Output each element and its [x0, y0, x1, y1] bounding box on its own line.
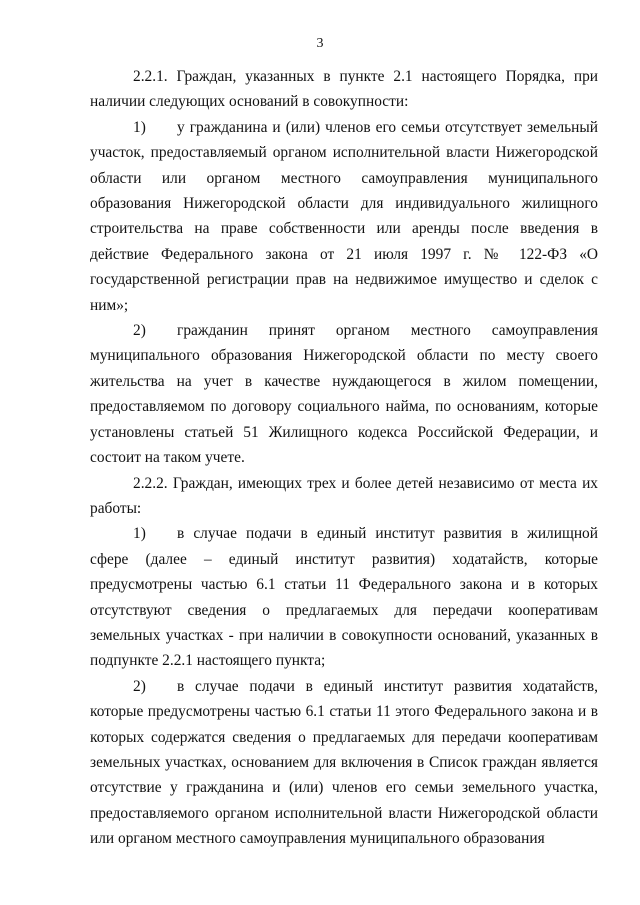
paragraph-2-2-2	[90, 471, 598, 522]
paragraph-text: 2.2.1. Граждан, указанных в пункте 2.1 настоящего Порядка, при наличии следующих оснований в совокупности:	[90, 68, 598, 111]
list-number: 1)	[133, 118, 146, 136]
paragraph-2-2-1-item-2	[90, 318, 598, 470]
list-number: 1)	[133, 525, 146, 543]
paragraph-text: 2.2.2. Граждан, имеющих трех и более детей независимо от места их работы:	[90, 474, 598, 517]
paragraph-text: в случае подачи в единый институт развития ходатайств, которые предусмотрены частью 6.1 статьи 11 этого Федерального закона и в которых содержатся сведения о предлагаемых для передачи кооперативам земельных участках, основанием для включения в Список граждан является отсутствие у гражданина и (или) членов его семьи земельного участка, предоставляемого органом исполнительной власти Нижегородской области или органом местного самоуправления муниципального образования	[90, 677, 598, 848]
paragraph-2-2-2-item-1	[90, 521, 598, 673]
paragraph-text: гражданин принят органом местного самоуправления муниципального образования Нижегородской области по месту своего жительства на учет в качестве нуждающегося в жилом помещении, предоставляемом по договору социального найма, по основаниям, которые установлены статьей 51 Жилищного кодекса Российской Федерации, и состоит на таком учете.	[90, 322, 598, 467]
list-number: 2)	[133, 677, 146, 695]
paragraph-2-2-2-item-2	[90, 674, 598, 852]
list-number: 2)	[133, 322, 146, 340]
paragraph-text: у гражданина и (или) членов его семьи отсутствует земельный участок, предоставляемый органом исполнительной власти Нижегородской области или органом местного самоуправления муниципального образования Нижегородской области для индивидуального жилищного строительства на праве собственности или аренды после введения в действие Федерального закона от 21 июля 1997 г. № 122-ФЗ «О государственной регистрации прав на недвижимое имущество и сделок с ним»;	[90, 118, 598, 314]
document-body	[90, 64, 598, 852]
paragraph-2-2-1	[90, 64, 598, 115]
paragraph-2-2-1-item-1	[90, 115, 598, 318]
page-number: 3	[316, 36, 324, 51]
paragraph-text: в случае подачи в единый институт развития в жилищной сфере (далее – единый институт развития) ходатайств, которые предусмотрены частью 6.1 статьи 11 Федерального закона и в которых отсутствуют сведения о предлагаемых для передачи кооперативам земельных участках - при наличии в совокупности оснований, указанных в подпункте 2.2.1 настоящего пункта;	[90, 525, 598, 670]
